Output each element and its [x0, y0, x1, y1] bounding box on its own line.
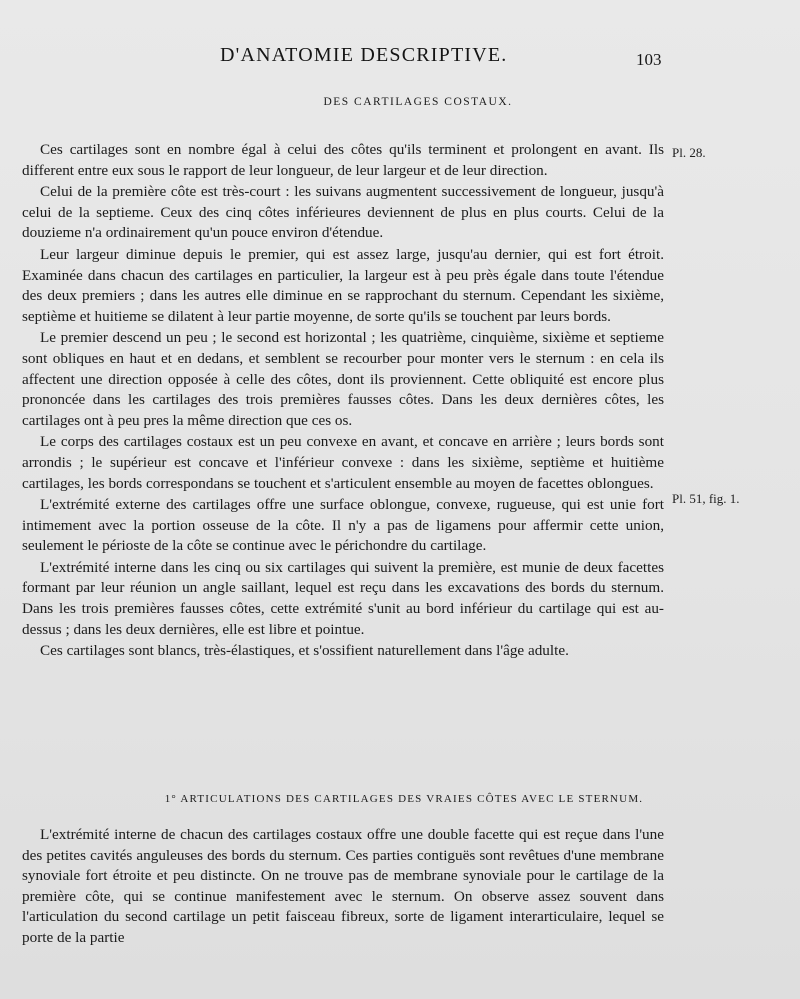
paragraph-8: Ces cartilages sont blancs, très-élastiques, et s'ossifient naturellement dans l'âge adulte.	[40, 642, 569, 660]
running-head	[0, 44, 800, 74]
paragraph-3: Leur largeur diminue depuis le premier, qui est assez large, jusqu'au dernier, qui est fort étroit. Examinée dans chacun des cartilages en particulier, la largeur est à peu près égale dans toute l'étendue des deux premiers ; dans les autres elle diminue en se rapprochant du sternum. Cependant les sixième, septième et huitieme se dilatent à leur partie moyenne, de sorte qu'ils se touchent par leurs bords.	[22, 245, 664, 325]
paragraph-2: Celui de la première côte est très-court : les suivans augmentent successivement de longueur, jusqu'à celui de la septieme. Ceux des cinq côtes inférieures deviennent de plus en plus courts. Celui de la douzieme n'a ordinairement qu'un pouce environ d'étendue.	[22, 183, 664, 242]
paragraph-6: L'extrémité externe des cartilages offre une surface oblongue, convexe, rugueuse, qui est unie fort intimement avec la portion osseuse de la côte. Il n'y a pas de ligamens pour affermir cette union, seulement le périoste de la côte se continue avec le périchondre du cartilage.	[22, 496, 664, 555]
subsection-paragraph: L'extrémité interne de chacun des cartilages costaux offre une double facette qui est reçue dans l'une des petites cavités anguleuses des bords du sternum. Ces parties contiguës sont revêtues d'une membrane synoviale fort étroite et peu distincte. On ne trouve pas de membrane synoviale pour le cartilage de la première côte, qui se continue manifestement avec le sternum. On observe assez souvent dans l'articulation du second cartilage un petit faisceau fibreux, sorte de ligament interarticulaire, lequel se porte de la partie	[22, 826, 664, 946]
running-title: D'ANATOMIE DESCRIPTIVE.	[220, 44, 508, 66]
paragraph-7: L'extrémité interne dans les cinq ou six cartilages qui suivent la première, est munie de deux facettes formant par leur réunion un angle saillant, lequel est reçu dans les excavations des bords du sternum. Dans les trois premières fausses côtes, cette extrémité s'unit au bord inférieur du cartilage qui est au-dessus ; dans les deux dernières, elle est libre et pointue.	[22, 558, 664, 638]
subsection-text-block	[22, 825, 664, 949]
paragraph-5: Le corps des cartilages costaux est un peu convexe en avant, et concave en arrière ; leurs bords sont arrondis ; le supérieur est concave et l'inférieur convexe : dans les sixième, septième et huitième cartilages, les bords correspondans se touchent et s'articulent ensemble au moyen de facettes oblongues.	[22, 433, 664, 492]
margin-note-plate-51: Pl. 51, fig. 1.	[672, 491, 740, 506]
page-number: 103	[636, 50, 662, 69]
margin-note-plate-28: Pl. 28.	[672, 145, 706, 160]
paragraph-1: Ces cartilages sont en nombre égal à celui des côtes qu'ils terminent et prolongent en avant. Ils different entre eux sous le rapport de leur longueur, de leur largeur et de leur direction.	[22, 141, 664, 179]
subsection-heading: 1° ARTICULATIONS DES CARTILAGES DES VRAIES CÔTES AVEC LE STERNUM.	[164, 793, 644, 805]
paragraph-4: Le premier descend un peu ; le second est horizontal ; les quatrième, cinquième, sixième et septieme sont obliques en haut et en dedans, et semblent se recourber pour monter vers le sternum : en cela ils affectent une direction opposée à celle des côtes, dont ils proviennent. Cette obliquité est encore plus prononcée dans les cartilages des trois premières fausses côtes. Dans les deux dernières côtes, les cartilages ont à peu pres la même direction que ces os.	[22, 329, 664, 429]
section-heading: DES CARTILAGES COSTAUX.	[323, 96, 513, 108]
main-text-block	[22, 140, 664, 663]
